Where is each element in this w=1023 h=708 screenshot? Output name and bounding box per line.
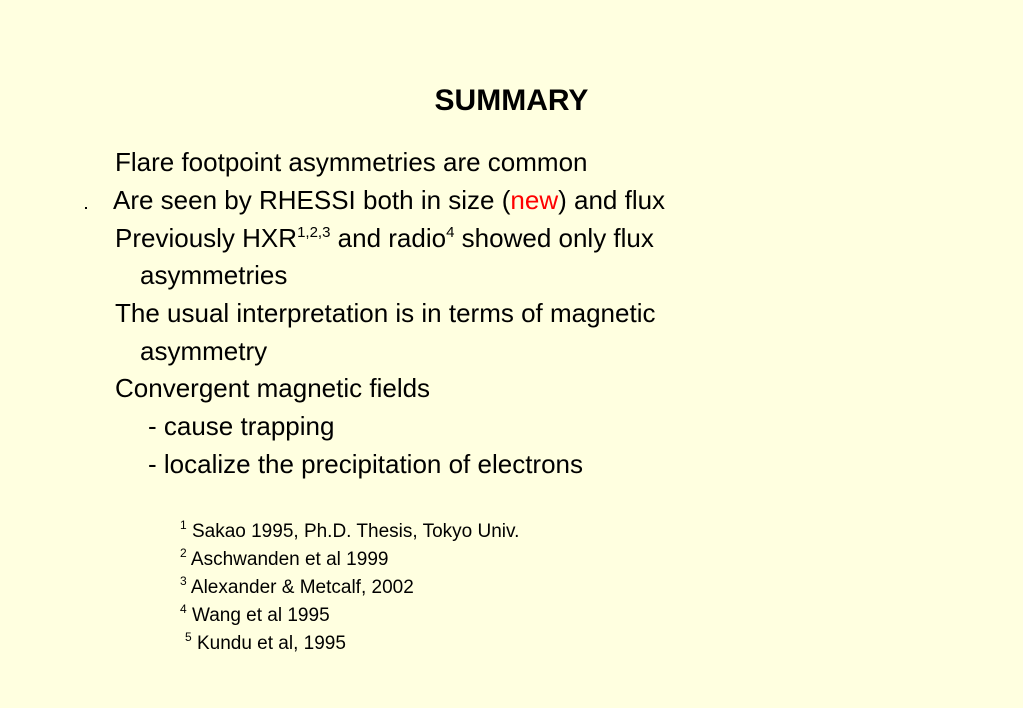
reference-text: Alexander & Metcalf, 2002 xyxy=(186,577,414,598)
bullet-interpretation-continuation: asymmetry xyxy=(140,336,268,366)
reference-number: 3 xyxy=(180,574,187,588)
reference-item xyxy=(180,519,519,546)
reference-text: Kundu et al, 1995 xyxy=(191,633,346,654)
bullet-footpoint-asymmetries: Flare footpoint asymmetries are common xyxy=(115,147,588,177)
reference-number: 5 xyxy=(185,630,192,644)
bullet-interpretation: The usual interpretation is in terms of magnetic xyxy=(115,298,656,328)
sub-bullet-localize: - localize the precipitation of electrons xyxy=(148,449,584,479)
reference-item xyxy=(185,631,346,658)
bullet-rhessi xyxy=(113,182,665,218)
hxr-citation: 1,2,3 xyxy=(297,224,331,241)
reference-text: Sakao 1995, Ph.D. Thesis, Tokyo Univ. xyxy=(186,521,520,542)
bullet-previously-mid: and radio xyxy=(330,223,447,253)
reference-number: 2 xyxy=(180,546,187,560)
bullet-previously-pre: Previously HXR xyxy=(115,223,298,253)
slide-title: SUMMARY xyxy=(434,84,589,117)
bullet-rhessi-pre: Are seen by RHESSI both in size ( xyxy=(113,185,511,215)
bullet-previously xyxy=(115,220,654,261)
sub-bullet-trapping: - cause trapping xyxy=(148,411,335,441)
reference-item xyxy=(180,547,388,574)
bullet-marker xyxy=(85,207,87,209)
reference-item xyxy=(180,603,330,630)
reference-number: 4 xyxy=(180,602,187,616)
bullet-convergent: Convergent magnetic fields xyxy=(115,373,431,403)
reference-number: 1 xyxy=(180,518,187,532)
bullet-previously-post: showed only flux xyxy=(454,223,654,253)
new-highlight: new xyxy=(510,185,559,215)
reference-text: Wang et al 1995 xyxy=(186,605,330,626)
radio-citation: 4 xyxy=(446,224,455,241)
bullet-previously-continuation: asymmetries xyxy=(140,260,288,290)
reference-text: Aschwanden et al 1999 xyxy=(186,549,389,570)
bullet-rhessi-post: ) and flux xyxy=(558,185,666,215)
reference-item xyxy=(180,575,414,602)
